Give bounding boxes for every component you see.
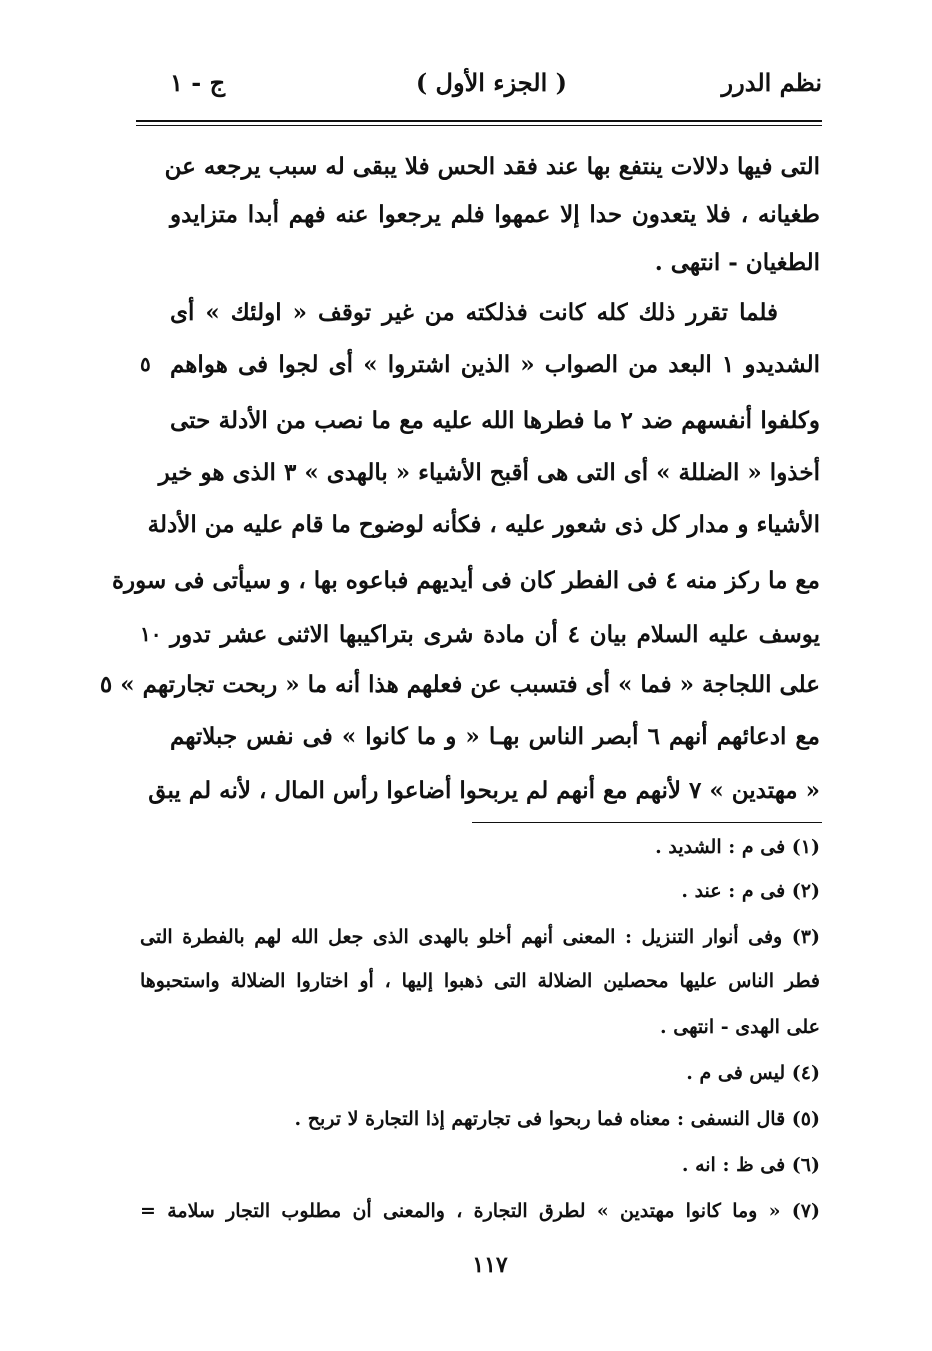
body-line: التى فيها دلالات ينتفع بها عند فقد الحس فلا يبقى له سبب يرجعه عن: [164, 153, 820, 180]
footnote: فطر الناس عليها محصلين الضلالة التى ذهبوا إليها ، أو اختاروا الضلالة واستحبوها: [140, 970, 820, 992]
footnote: على الهدى - انتهى .: [660, 1016, 820, 1038]
body-line: على اللجاجة « فما » أى فتسبب عن فعلهم هذا أنه ما « ربحت تجارتهم » ٥: [99, 671, 820, 698]
body-line: طغيانه ، فلا يتعدون حدا إلا عمهوا فلم يرجعوا عنه فهم أبدا متزايدو: [170, 201, 820, 228]
body-line: أخذوا « الضللة » أى التى هى أقبح الأشياء « بالهدى » ٣ الذى هو خير: [158, 459, 820, 486]
footnote: (٧) « وما كانوا مهتدين » لطرق التجارة ، والمعنى أن مطلوب التجار سلامة =: [140, 1200, 820, 1222]
body-line: فلما تقرر ذلك كله كانت فذلكته من غير توقف « اولئك » أى: [170, 299, 778, 326]
page-number: ١١٧: [472, 1252, 508, 1278]
footnote: (٦) فى ظ : انه .: [681, 1154, 820, 1176]
body-line: وكلفوا أنفسهم ضد ٢ ما فطرها الله عليه مع ما نصب من الأدلة حتى: [170, 407, 820, 434]
running-header: [170, 68, 822, 112]
body-line: مع ما ركز منه ٤ فى الفطر كان فى أيديهم فباعوه بها ، و سيأتى فى سورة: [111, 567, 820, 594]
header-rule: [136, 120, 822, 122]
book-title: نظم الدرر: [721, 68, 822, 97]
body-line: الشديدو ١ البعد من الصواب « الذين اشتروا » أى لجوا فى هواهم: [170, 351, 821, 378]
margin-line-number: ١٠: [140, 622, 162, 646]
body-line: يوسف عليه السلام بيان ٤ أن مادة شرى بتراكيبها الاثنى عشر تدور: [170, 621, 821, 648]
body-line: مع ادعائهم أنهم ٦ أبصر الناس بهـا « و ما كانوا » فى نفس جبلاتهم: [170, 723, 820, 750]
part-title: ( الجزء الأول ): [415, 68, 567, 97]
footnote-rule: [472, 822, 822, 823]
footnote: (٥) قال النسفى : معناه فما ربحوا فى تجارتهم إذا التجارة لا تربح .: [294, 1108, 820, 1130]
volume-label: ج - ١: [170, 68, 226, 97]
margin-line-number: ٥: [140, 352, 151, 376]
footnote: (٢) فى م : عند .: [681, 880, 820, 902]
footnote: (٤) ليس فى م .: [686, 1062, 820, 1084]
body-line: « مهتدين » ٧ لأنهم مع أنهم لم يربحوا أضاعوا رأس المال ، لأنه لم يبق: [148, 777, 820, 804]
header-rule-thin: [136, 125, 822, 126]
footnote: (٣) وفى أنوار التنزيل : المعنى أنهم أخلو بالهدى الذى جعل الله لهم بالفطرة التى: [140, 926, 820, 948]
body-line: الطغيان - انتهى .: [654, 249, 820, 276]
footnote: (١) فى م : الشديد .: [655, 836, 820, 858]
body-line: الأشياء و مدار كل ذى شعور عليه ، فكأنه لوضوح ما قام عليه من الأدلة: [147, 511, 820, 538]
